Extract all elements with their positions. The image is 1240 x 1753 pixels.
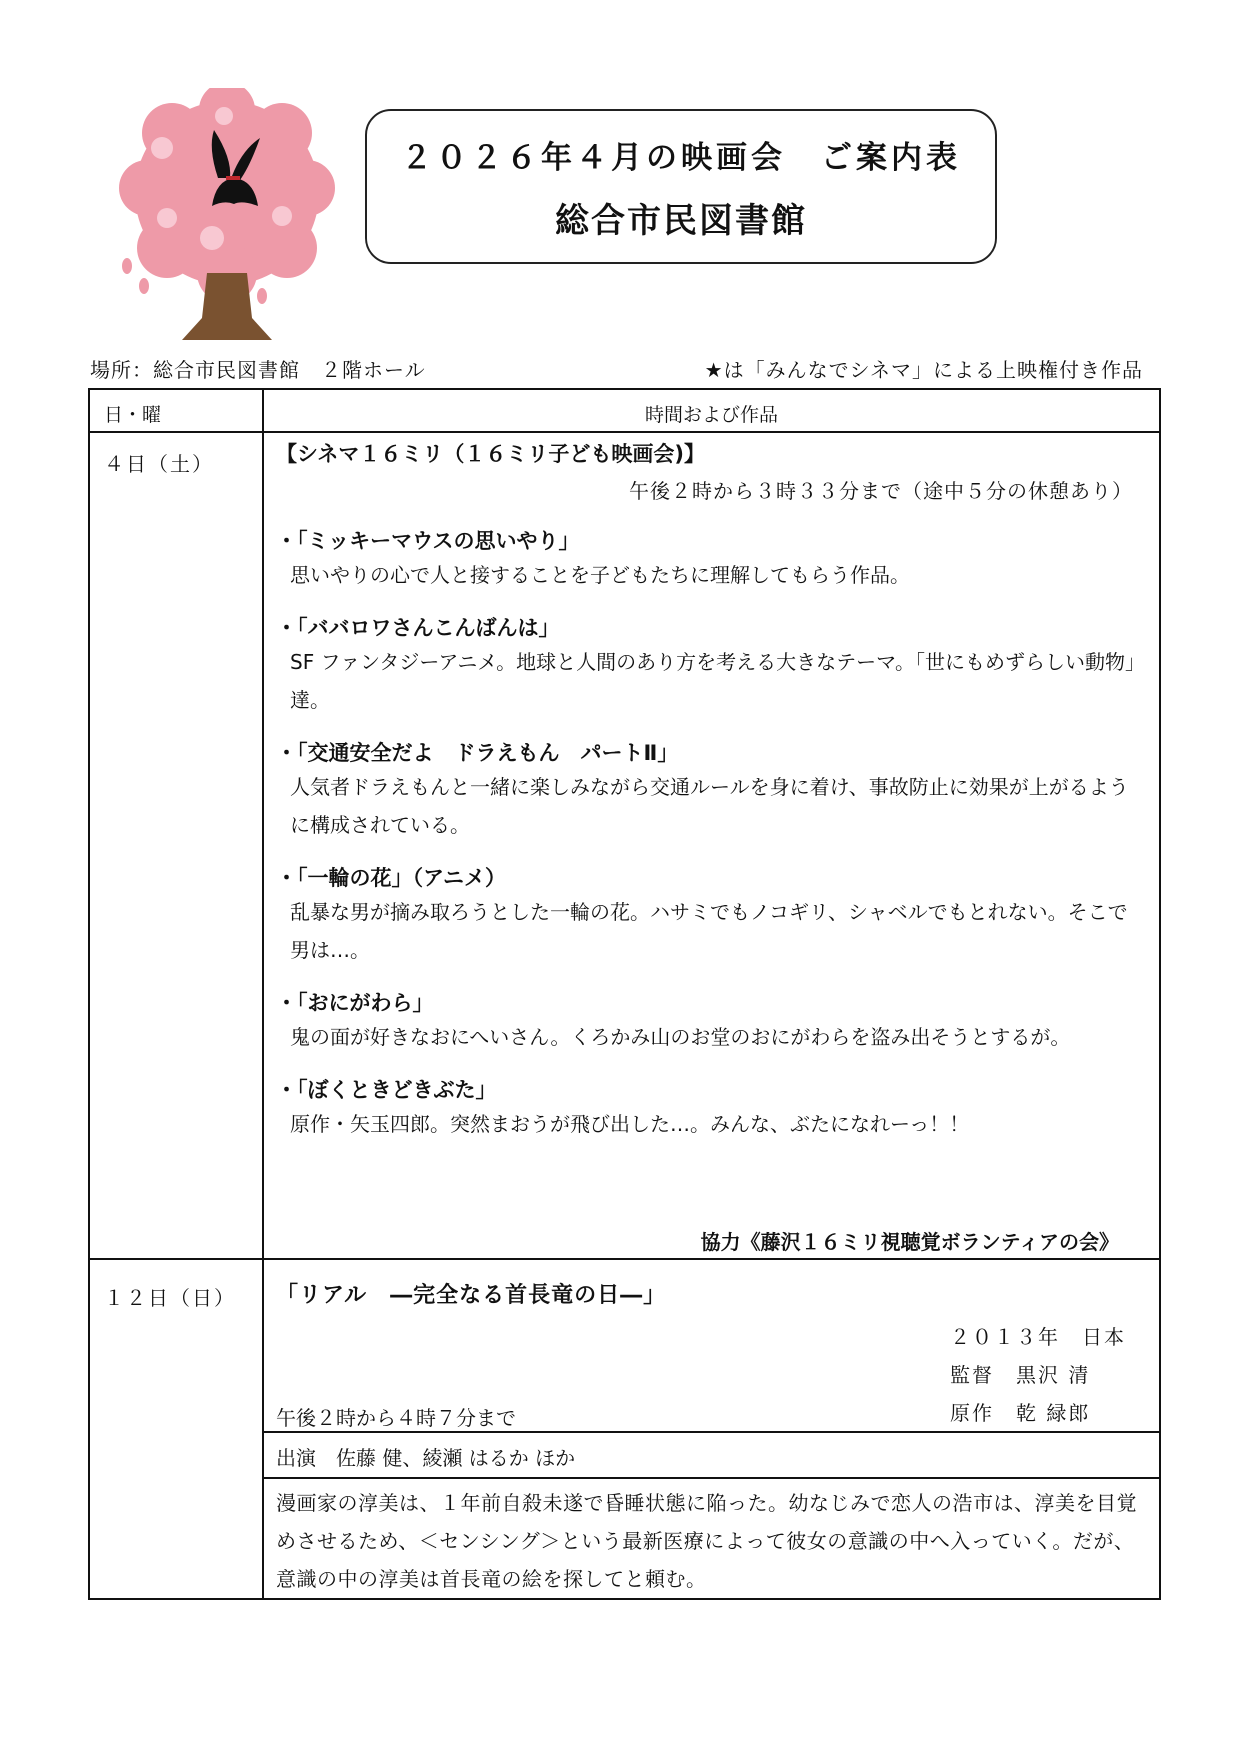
- film-item: [276, 863, 1147, 969]
- screening-time: 午後２時から４時７分まで: [276, 1406, 516, 1430]
- column-header-date: 日・曜: [104, 404, 162, 426]
- cast: 出演 佐藤 健、綾瀬 はるか ほか: [276, 1446, 576, 1470]
- star-note: ★は「みんなでシネマ」による上映権付き作品: [704, 358, 1143, 382]
- film-title: ・「おにがわら」: [276, 991, 434, 1015]
- synopsis-divider: [262, 1477, 1159, 1479]
- film-title: ・「一輪の花」（アニメ）: [276, 866, 506, 890]
- film-title: 「リアル ―完全なる首長竜の日―」: [276, 1283, 667, 1308]
- row-date: ４日（土）: [104, 452, 214, 476]
- film-item: [276, 738, 1147, 844]
- film-title: ・「交通安全だよ ドラえもん パートⅡ」: [276, 741, 679, 765]
- film-description: 鬼の面が好きなおにへいさん。くろかみ山のお堂のおにがわらを盗み出そうとするが。: [290, 1025, 1071, 1049]
- program-title: 【シネマ１６ミリ（１６ミリ子ども映画会)】: [276, 442, 705, 466]
- credit-line: 協力《藤沢１６ミリ視聴覚ボランティアの会》: [700, 1230, 1119, 1254]
- column-divider: [262, 390, 264, 1598]
- film-title: ・「ミッキーマウスの思いやり」: [276, 529, 580, 553]
- film-description: SF ファンタジーアニメ。地球と人間のあり方を考える大きなテーマ。「世にもめずらしい動物」達。: [290, 650, 1135, 712]
- row-date: １２日（日）: [104, 1286, 236, 1310]
- film-title: ・「ババロワさんこんばんは」: [276, 616, 560, 640]
- film-item: [276, 613, 1147, 719]
- film-description: 人気者ドラえもんと一緒に楽しみながら交通ルールを身に着け、事故防止に効果が上がるように構成されている。: [290, 775, 1129, 837]
- film-description: 乱暴な男が摘み取ろうとした一輪の花。ハサミでもノコギリ、シャベルでもとれない。そこで男は…。: [290, 900, 1128, 962]
- film-list: [276, 526, 1147, 1162]
- film-item: [276, 526, 1147, 594]
- page-title: ２０２６年４月の映画会 ご案内表: [401, 139, 961, 176]
- library-name: 総合市民図書館: [555, 200, 807, 241]
- year-country: ２０１３年 日本: [950, 1325, 1126, 1349]
- film-description: 思いやりの心で人と接することを子どもたちに理解してもらう作品。: [290, 563, 910, 587]
- venue-label: 場所：総合市民図書館 ２階ホール: [90, 358, 426, 382]
- program-time: 午後２時から３時３３分まで（途中５分の休憩あり）: [629, 479, 1133, 503]
- cherry-tree-illustration: [112, 88, 342, 348]
- director: 監督 黒沢 清: [950, 1363, 1091, 1387]
- schedule-table: [88, 388, 1161, 1600]
- title-box: [365, 109, 997, 264]
- film-item: [276, 1075, 1147, 1143]
- film-description: 原作・矢玉四郎。突然まおうが飛び出した…。みんな、ぶたになれーっ！！: [290, 1112, 970, 1136]
- film-meta: [950, 1318, 1126, 1432]
- synopsis: 漫画家の淳美は、１年前自殺未遂で昏睡状態に陥った。幼なじみで恋人の浩市は、淳美を目覚めさせるため、＜センシング＞という最新医療によって彼女の意識の中へ入っていく。だが、意識の中の淳美は首長竜の絵を探してと頼む。: [276, 1491, 1137, 1591]
- film-title: ・「ぼくときどきぶた」: [276, 1078, 497, 1102]
- row-divider: [90, 1258, 1159, 1260]
- column-header-program: 時間および作品: [644, 404, 778, 426]
- header-divider: [90, 431, 1159, 433]
- film-item: [276, 988, 1147, 1056]
- original-author: 原作 乾 緑郎: [950, 1401, 1091, 1425]
